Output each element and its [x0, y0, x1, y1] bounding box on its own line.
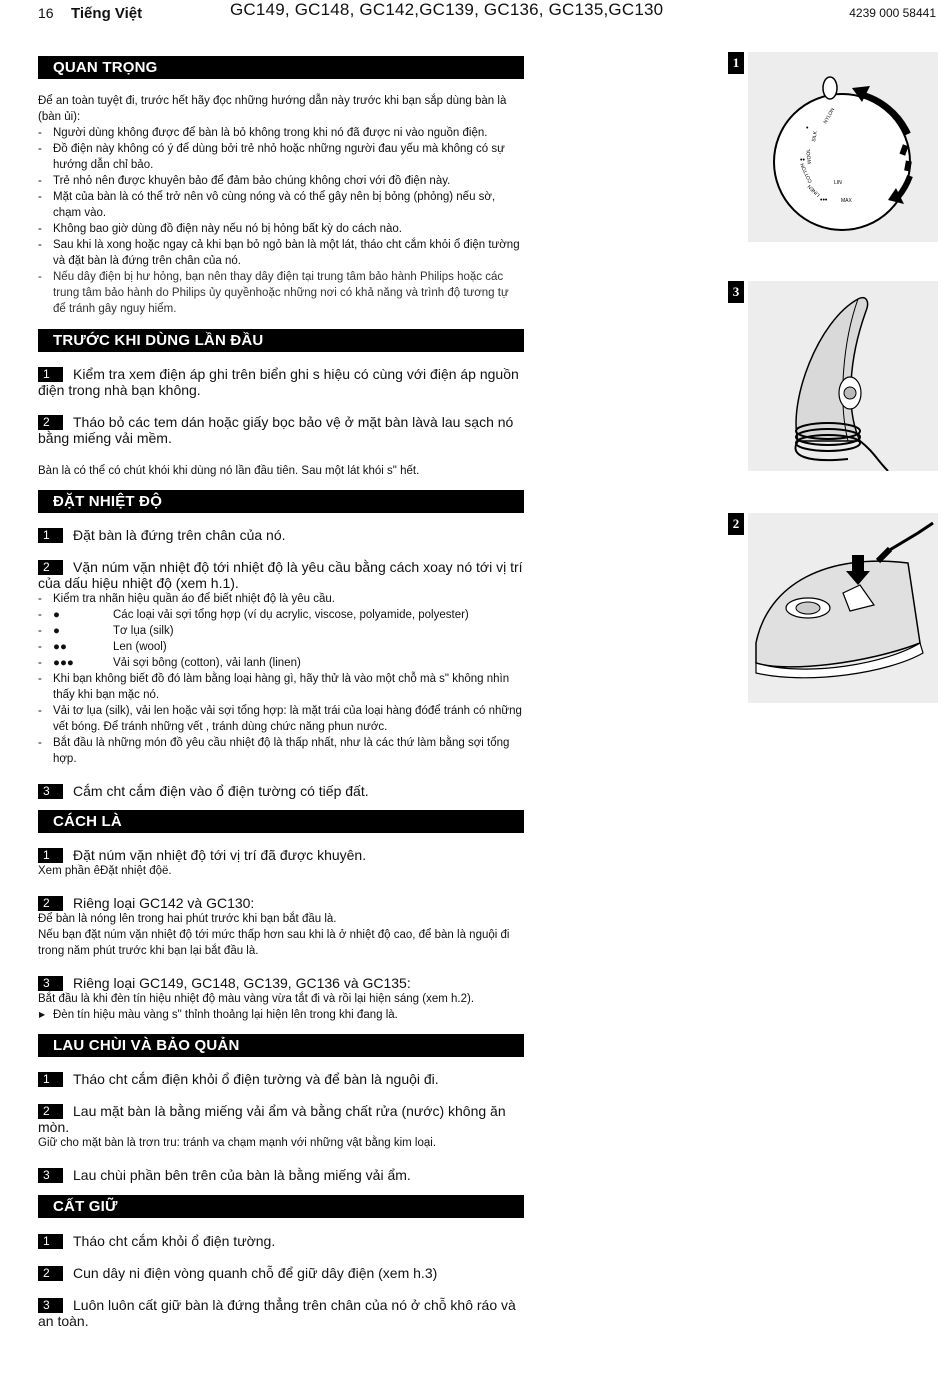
section-title-cleaning: LAU CHÙI VÀ BẢO QUẢN	[38, 1034, 524, 1057]
list-item	[38, 639, 524, 655]
step-number: 2	[38, 1104, 63, 1119]
section-title-temperature: ĐẶT NHIỆT ĐỘ	[38, 490, 524, 513]
setting-text: Các loại vải sợi tổng hợp (ví dụ acrylic, viscose, polyamide, polyester)	[113, 609, 469, 621]
iron-storage-illustration	[748, 281, 938, 471]
cleaning-step-2-note: Giữ cho mặt bàn là trơn tru: tránh va chạm mạnh với những vật bằng kim loại.	[38, 1137, 437, 1149]
dots-marker: ●	[53, 609, 60, 621]
important-intro: Để an toàn tuyệt đi, trước hết hãy đọc những hướng dẫn này trước khi bạn sắp dùng bàn là (bàn ủi):	[38, 95, 507, 123]
step-text: Lau mặt bàn là bằng miếng vải ẩm và bằng chất rửa (nước) không ăn mòn.	[38, 1103, 506, 1135]
dial-label: COTTON	[799, 162, 814, 184]
figure-2-tag: 2	[728, 513, 744, 535]
temperature-step-3	[38, 783, 524, 799]
step-number: 2	[38, 560, 63, 575]
ironing-step-1-note: Xem phần êĐặt nhiệt độë.	[38, 865, 172, 877]
storage-step-3	[38, 1297, 524, 1329]
temperature-step-1	[38, 527, 524, 543]
list-item: - Sau khi là xong hoặc ngay cả khi bạn bỏ ngỏ bàn là một lát, tháo cht cắm khỏi ổ điện tường và đặt bàn là đứng trên chân của nó.	[38, 237, 524, 269]
step-number: 3	[38, 976, 63, 991]
dial-label: LINEN	[806, 183, 822, 198]
dial-label: WOOL	[805, 148, 813, 165]
storage-step-1	[38, 1233, 524, 1249]
arrow-right-icon: ▶	[39, 1010, 46, 1019]
step-text: Luôn luôn cất giữ bàn là đứng thẳng trên chân của nó ở chỗ khô ráo và an toàn.	[38, 1297, 516, 1329]
section-title-first-use: TRƯỚC KHI DÙNG LẦN ĐẦU	[38, 329, 524, 352]
list-item	[38, 655, 524, 671]
figure-1-tag: 1	[728, 52, 744, 74]
list-item: - Vải tơ lụa (silk), vải len hoặc vải sợi tổng hợp: là mặt trái của loại hàng đóđể tránh có những vết bóng. Để tránh những vết , tránh dùng chức năng phun nước.	[38, 703, 524, 735]
setting-text: Len (wool)	[113, 641, 167, 653]
step-text: Cắm cht cắm điện vào ổ điện tường có tiếp đất.	[73, 783, 369, 799]
figure-1-dial	[748, 52, 938, 242]
step-number: 2	[38, 1266, 63, 1281]
dots-marker: ●●●	[53, 657, 74, 669]
section-title-important: QUAN TRỌNG	[38, 56, 524, 79]
step-text: Lau chùi phần bên trên của bàn là bằng miếng vải ẩm.	[73, 1167, 411, 1183]
ironing-step-2-note: Nếu bạn đặt núm vặn nhiệt độ tới mức thấp hơn sau khi là ở nhiệt độ cao, để bàn là nguội đi trong năm phút trước khi bạn lại bắt đầu là.	[38, 929, 510, 957]
dots-marker: ●	[53, 625, 60, 637]
list-item	[38, 607, 524, 623]
step-number: 1	[38, 848, 63, 863]
list-item: - Bắt đầu là những món đồ yêu cầu nhiệt độ là thấp nhất, như là các thứ làm bằng sợi tổng hợp.	[38, 735, 524, 767]
figure-2-iron-light	[748, 513, 938, 703]
list-item: - Đồ điện này không có ý để dùng bởi trẻ nhỏ hoặc những người đau yếu mà không có sự hướng dẫn chỉ bảo.	[38, 141, 524, 173]
step-text: Vặn núm vặn nhiệt độ tới nhiệt độ là yêu cầu bằng cách xoay nó tới vị trí của dấu hiệu nhiệt độ (xem h.1).	[38, 559, 523, 591]
ironing-step-1	[38, 847, 524, 863]
step-text: Tháo bỏ các tem dán hoặc giấy bọc bảo vệ ở mặt bàn làvà lau sạch nó bằng miếng vải mềm.	[38, 414, 514, 446]
step-number: 3	[38, 1168, 63, 1183]
doc-code: 4239 000 58441	[849, 6, 936, 20]
step-number: 1	[38, 1072, 63, 1087]
figure-3-iron-storage	[748, 281, 938, 471]
dial-dots: ••	[800, 157, 805, 164]
dial-label: NYLON	[822, 107, 837, 125]
ironing-step-3	[38, 975, 524, 991]
first-use-step-2	[38, 414, 524, 446]
ironing-step-3-arrow-item	[38, 1007, 524, 1023]
page-number: 16	[38, 5, 54, 21]
dial-label: SILK	[811, 130, 819, 143]
content-column	[38, 56, 524, 1329]
step-text: Riêng loại GC142 và GC130:	[73, 895, 255, 911]
step-text: Đặt núm vặn nhiệt độ tới vị trí đã được khuyên.	[73, 847, 367, 863]
temperature-list	[38, 591, 524, 767]
cleaning-step-1	[38, 1071, 524, 1087]
dial-label: MAX	[841, 198, 852, 204]
first-use-step-1	[38, 366, 524, 398]
dial-label: LIN	[834, 180, 842, 186]
step-number: 2	[38, 415, 63, 430]
list-item: - Kiểm tra nhãn hiệu quần áo để biết nhiệt độ là yêu cầu.	[38, 591, 524, 607]
ironing-step-3-note: Bắt đầu là khi đèn tín hiệu nhiệt độ màu vàng vừa tắt đi và rồi lại hiện sáng (xem h.2).	[38, 993, 475, 1005]
storage-step-2	[38, 1265, 524, 1281]
important-list	[38, 125, 524, 317]
cleaning-step-2	[38, 1103, 524, 1135]
step-number: 3	[38, 1298, 63, 1313]
step-number: 1	[38, 367, 63, 382]
section-title-ironing: CÁCH LÀ	[38, 810, 524, 833]
first-use-note: Bàn là có thể có chút khói khi dùng nó lần đầu tiên. Sau một lát khói s" hết.	[38, 465, 420, 477]
step-text: Đặt bàn là đứng trên chân của nó.	[73, 527, 286, 543]
step-number: 2	[38, 896, 63, 911]
dial-dots: •••	[820, 197, 828, 204]
step-number: 1	[38, 528, 63, 543]
list-item: - Không bao giờ dùng đồ điện này nếu nó bị hỏng bất kỳ do cách nào.	[38, 221, 524, 237]
list-item: - Khi bạn không biết đồ đó làm bằng loại hàng gì, hãy thử là vào một chỗ mà s" không nhìn thấy khi bạn mặc nó.	[38, 671, 524, 703]
step-number: 1	[38, 1234, 63, 1249]
setting-text: Vải sợi bông (cotton), vải lanh (linen)	[113, 657, 301, 669]
figure-3-tag: 3	[728, 281, 744, 303]
list-item	[38, 623, 524, 639]
step-number: 3	[38, 784, 63, 799]
step-text: Tháo cht cắm điện khỏi ổ điện tường và để bàn là nguội đi.	[73, 1071, 439, 1087]
dial-dots: •	[806, 125, 809, 132]
list-item: - Nếu dây điện bị hư hỏng, bạn nên thay dây điện tại trung tâm bảo hành Philips hoặc các trung tâm bảo hành do Philips ủy quyềnhoặc những nơi có khả năng và trình độ tương tự để tránh gây nguy hiểm.	[38, 269, 524, 317]
setting-text: Tơ lụa (silk)	[113, 625, 174, 637]
arrow-item-text: Đèn tín hiệu màu vàng s" thỉnh thoảng lại hiện lên trong khi đang là.	[53, 1009, 398, 1021]
step-text: Kiểm tra xem điện áp ghi trên biển ghi s hiệu có cùng với điện áp nguồn điện trong nhà bạn không.	[38, 366, 519, 398]
temperature-step-2	[38, 559, 524, 591]
ironing-step-2	[38, 895, 524, 911]
dots-marker: ●●	[53, 641, 67, 653]
list-item: - Mặt của bàn là có thể trở nên vô cùng nóng và có thể gây nên bị bỏng (phỏng) nếu sờ, chạm vào.	[38, 189, 524, 221]
cleaning-step-3	[38, 1167, 524, 1183]
model-list: GC149, GC148, GC142,GC139, GC136, GC135,GC130	[230, 0, 664, 19]
step-text: Cun dây ni điện vòng quanh chỗ để giữ dây điện (xem h.3)	[73, 1265, 438, 1281]
language-label: Tiếng Việt	[71, 5, 143, 22]
list-item: - Trẻ nhỏ nên được khuyên bảo để đảm bảo chúng không chơi với đồ điện này.	[38, 173, 524, 189]
step-text: Tháo cht cắm khỏi ổ điện tường.	[73, 1233, 276, 1249]
iron-light-illustration	[748, 513, 938, 703]
ironing-step-2-note: Để bàn là nóng lên trong hai phút trước khi bạn bắt đầu là.	[38, 913, 337, 925]
list-item: - Người dùng không được để bàn là bỏ không trong khi nó đã được ni vào nguồn điện.	[38, 125, 524, 141]
dial-illustration	[748, 52, 938, 242]
section-title-storage: CẤT GIỮ	[38, 1195, 524, 1218]
step-text: Riêng loại GC149, GC148, GC139, GC136 và GC135:	[73, 975, 411, 991]
